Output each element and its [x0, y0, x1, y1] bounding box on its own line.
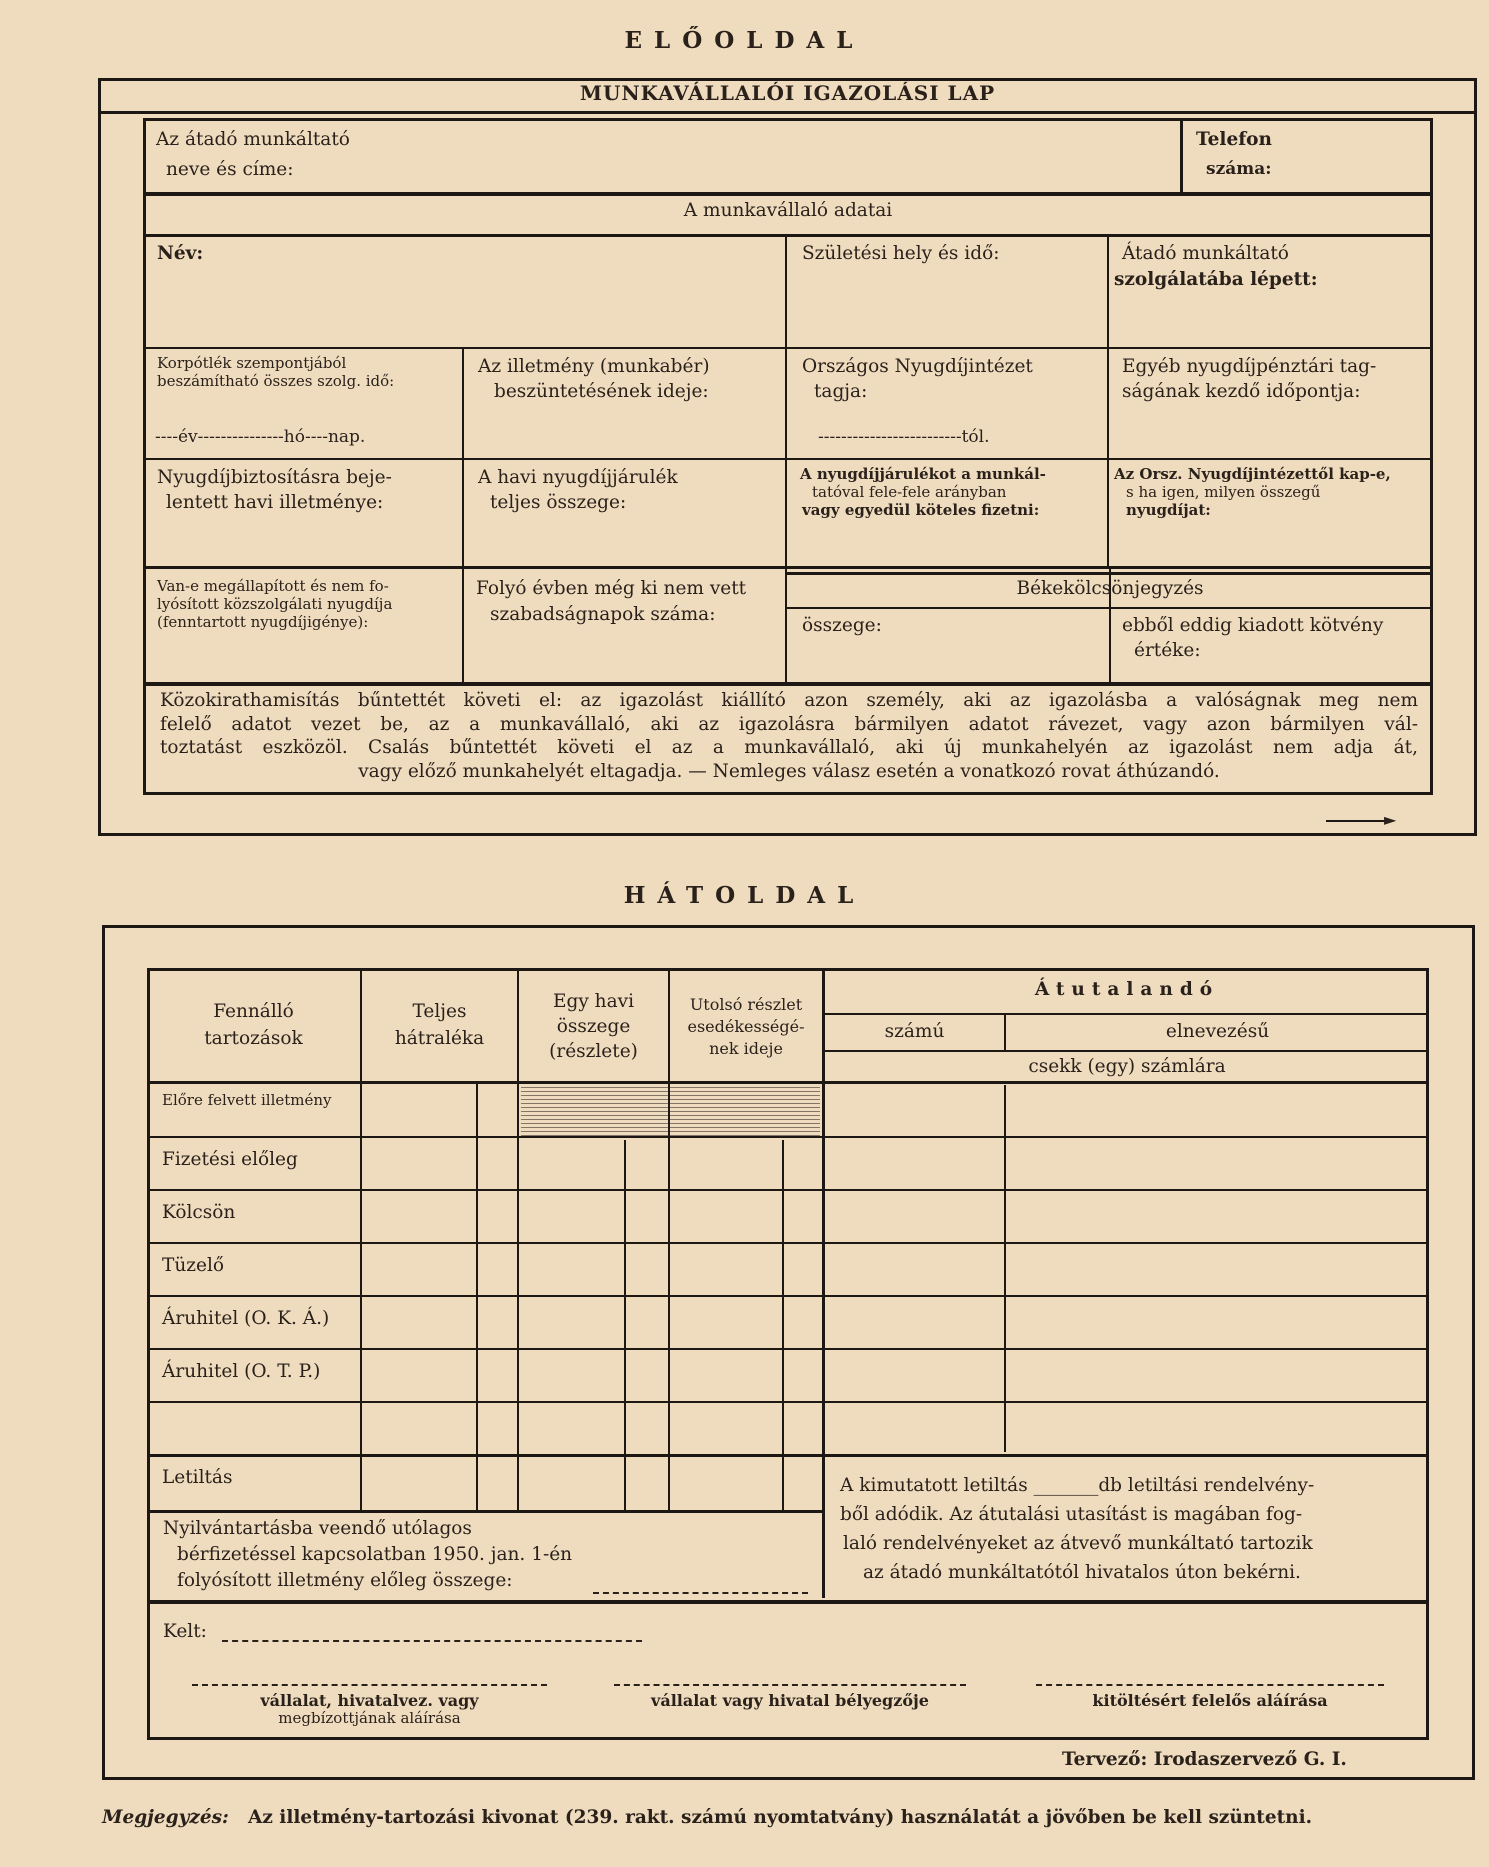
account-name-label: elnevezésű — [1165, 1021, 1270, 1042]
record-label-3: folyósított illetmény előleg összege: — [177, 1570, 513, 1591]
form-title: MUNKAVÁLLALÓI IGAZOLÁSI LAP — [579, 81, 996, 105]
rule-2 — [143, 234, 1433, 237]
front-heading: ELŐOLDAL — [624, 27, 865, 54]
place-date-label: Kelt: — [163, 1621, 207, 1642]
table-row: Áruhitel (O. K. Á.) — [162, 1308, 330, 1329]
salary-end-label-2: beszüntetésének ideje: — [494, 381, 709, 402]
record-label-1: Nyilvántartásba veendő utólagos — [163, 1518, 472, 1539]
col-last-2: esedékességé- — [687, 1017, 805, 1036]
col-last-3: nek ideje — [709, 1039, 783, 1058]
col-total-2: hátraléka — [394, 1028, 485, 1049]
receives-label-2: s ha igen, milyen összegű — [1126, 483, 1321, 501]
bonds-label-2: értéke: — [1134, 640, 1201, 661]
civil-pension-label-3: (fenntartott nyugdíjigénye): — [157, 613, 369, 631]
garnish-line-3: laló rendelvényeket az átvevő munkáltató tartozik — [843, 1533, 1313, 1554]
vacation-label-1: Folyó évben még ki nem vett — [476, 578, 747, 599]
row-line-7 — [147, 1454, 1429, 1457]
account-no-label: számú — [884, 1021, 945, 1042]
record-label-2: bérfizetéssel kapcsolatban 1950. jan. 1-én — [177, 1544, 573, 1565]
cheque-label: csekk (egy) számlára — [1028, 1056, 1226, 1077]
signature-top-rule — [147, 1600, 1429, 1604]
receives-label-3: nyugdíjat: — [1126, 501, 1211, 519]
receives-label-1: Az Orsz. Nyugdíjintézettől kap-e, — [1114, 465, 1391, 483]
table-row: Előre felvett illetmény — [162, 1091, 332, 1109]
reported-label-2: lentett havi illetménye: — [166, 492, 384, 513]
header-bottom-rule — [147, 1081, 1429, 1084]
signature-line-1[interactable] — [192, 1684, 547, 1686]
pension-inst-label-1: Országos Nyugdíjintézet — [802, 356, 1033, 377]
garnish-line-2: ből adódik. Az átutalási utasítást is magában fog- — [840, 1504, 1303, 1525]
row-line-2 — [147, 1189, 1429, 1191]
vline-d — [1107, 236, 1109, 566]
notice-line-3: toztatást eszközöl. Csalás bűntettét követi el az a munkavállaló, aki új munkahelyén az igazolást nem adja át, — [160, 737, 1418, 758]
transfer-rule — [825, 1013, 1429, 1015]
transfer-header: Átutalandó — [1034, 979, 1220, 1000]
civil-pension-label-2: lyósított közszolgálati nyugdíja — [157, 595, 393, 613]
sig-1a-label: vállalat, hivatalvez. vagy — [260, 1691, 479, 1710]
table-row: Kölcsön — [162, 1202, 236, 1223]
place-date-field[interactable] — [222, 1640, 642, 1642]
bonus-label-2: beszámítható összes szolg. idő: — [157, 372, 395, 390]
share-label-2: tatóval fele-fele arányban — [812, 483, 1007, 501]
amount-label: összege: — [802, 615, 882, 636]
other-fund-label-2: ságának kezdő időpontja: — [1122, 381, 1361, 402]
rule-6 — [143, 682, 1433, 686]
employer-label-2: neve és címe: — [166, 159, 294, 180]
col-debts-2: tartozások — [204, 1028, 303, 1049]
record-amount-field[interactable] — [593, 1592, 808, 1594]
row-line-1 — [147, 1136, 1429, 1138]
col-monthly-1: Egy havi — [553, 991, 634, 1012]
garnish-line-1: A kimutatott letiltás _______db letiltási rendelvény- — [840, 1475, 1315, 1496]
vline-c — [785, 236, 787, 684]
peace-loan-label: Békekölcsönjegyzés — [1016, 578, 1204, 599]
sig-3-label: kitöltésért felelős aláírása — [1092, 1691, 1328, 1710]
table-row: Tüzelő — [162, 1255, 225, 1276]
vline-account — [1004, 1085, 1006, 1452]
col-debts-1: Fennálló — [213, 1001, 294, 1022]
sig-1b-label: megbízottjának aláírása — [278, 1709, 461, 1727]
turn-over-arrow-line — [1326, 820, 1386, 822]
rule-3 — [143, 347, 1433, 349]
title-rule — [98, 111, 1477, 114]
civil-pension-label-1: Van-e megállapított és nem fo- — [157, 577, 389, 595]
col-last-1: Utolsó részlet — [689, 995, 803, 1014]
pension-inst-from: -------------------------tól. — [818, 427, 990, 447]
salary-end-label-1: Az illetmény (munkabér) — [478, 356, 710, 377]
row-line-5 — [147, 1348, 1429, 1350]
bonus-label-1: Korpótlék szempontjából — [157, 354, 347, 372]
reported-label-1: Nyugdíjbiztosításra beje- — [157, 467, 392, 488]
garnish-line-4: az átadó munkáltatótól hivatalos úton bekérni. — [863, 1562, 1301, 1583]
designer-credit: Tervező: Irodaszervező G. I. — [1062, 1749, 1347, 1770]
sig-2-label: vállalat vagy hivatal bélyegzője — [651, 1691, 929, 1710]
birth-label: Születési hely és idő: — [802, 243, 1000, 264]
bonds-label-1: ebből eddig kiadott kötvény — [1122, 615, 1384, 636]
monthly-contrib-label-2: teljes összege: — [490, 492, 627, 513]
notice-line-4: vagy előző munkahelyét eltagadja. — Nemleges válasz esetén a vonatkozó rovat áthúzandó. — [358, 760, 1220, 782]
vline-b — [462, 348, 464, 684]
table-row: Áruhitel (O. T. P.) — [162, 1361, 321, 1382]
row-line-6 — [147, 1401, 1429, 1403]
legal-notice — [160, 689, 1418, 783]
other-fund-label-1: Egyéb nyugdíjpénztári tag- — [1122, 356, 1377, 377]
col-monthly-3: (részlete) — [549, 1041, 638, 1062]
joined-label-2: szolgálatába lépett: — [1114, 269, 1318, 290]
row-line-3 — [147, 1242, 1429, 1244]
col-monthly-2: összege — [556, 1016, 631, 1037]
phone-label-1: Telefon — [1196, 129, 1272, 150]
phone-divider — [1180, 118, 1183, 193]
share-label-1: A nyugdíjjárulékot a munkál- — [800, 465, 1046, 483]
back-heading: HÁTOLDAL — [623, 882, 866, 909]
footnote-text: Az illetmény-tartozási kivonat (239. rakt. számú nyomtatvány) használatát a jövőben be kell szüntetni. — [248, 1807, 1313, 1828]
table-row: Fizetési előleg — [162, 1149, 298, 1170]
table-row: Letiltás — [162, 1467, 233, 1488]
notice-line-2: felelő adatot vezet be, az a munkavállaló, aki az igazolásra bármilyen adatot rávezet, vagy azon bármilyen vál- — [160, 713, 1418, 735]
rule-1 — [143, 192, 1433, 196]
vacation-label-2: szabadságnapok száma: — [490, 604, 716, 625]
monthly-contrib-label-1: A havi nyugdíjjárulék — [478, 467, 678, 488]
col-total-1: Teljes — [412, 1001, 467, 1022]
record-top-rule — [147, 1510, 822, 1513]
name-label: Név: — [157, 243, 204, 264]
turn-over-arrow-icon: ► — [1384, 810, 1397, 829]
hatched-area — [521, 1087, 820, 1137]
rule-5 — [143, 566, 1433, 569]
phone-label-2: száma: — [1206, 159, 1272, 179]
signature-line-2[interactable] — [614, 1684, 966, 1686]
account-rule — [825, 1050, 1429, 1052]
peace-loan-top-rule — [785, 572, 1433, 575]
rule-4 — [143, 458, 1433, 460]
employee-section-title: A munkavállaló adatai — [683, 200, 893, 221]
pension-inst-label-2: tagja: — [814, 381, 868, 402]
joined-label-1: Átadó munkáltató — [1122, 243, 1289, 264]
peace-loan-rule — [785, 607, 1433, 609]
signature-line-3[interactable] — [1036, 1684, 1384, 1686]
bonus-date-line: ----év---------------hó----nap. — [155, 427, 366, 447]
employer-label-1: Az átadó munkáltató — [156, 129, 350, 150]
footnote-label: Megjegyzés: — [102, 1807, 229, 1828]
notice-line-1: Közokirathamisítás bűntettét követi el: az igazolást kiállító azon személy, aki az igazolásba a valóságnak meg nem — [160, 690, 1418, 711]
share-label-3: vagy egyedül köteles fizetni: — [802, 501, 1040, 519]
row-line-4 — [147, 1295, 1429, 1297]
